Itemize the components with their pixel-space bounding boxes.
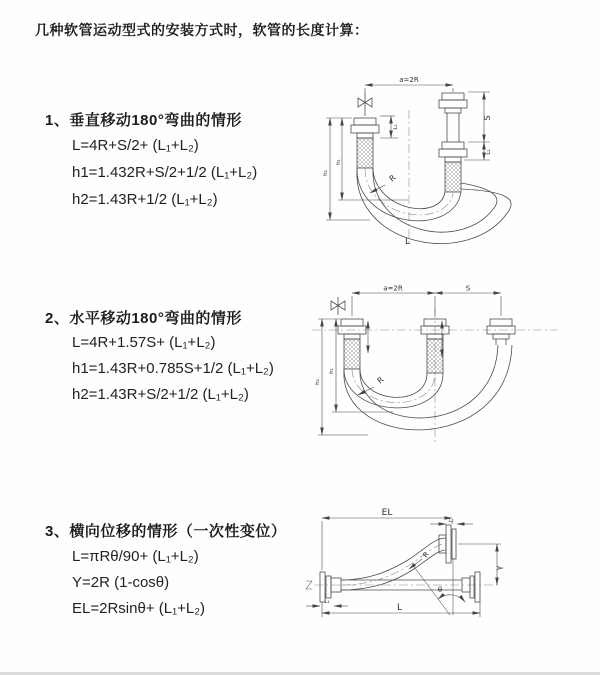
- section2-heading: 2、水平移动180°弯曲的情形: [45, 310, 242, 327]
- valve-symbol: [358, 92, 372, 116]
- section1-heading: 1、垂直移动180°弯曲的情形: [45, 112, 242, 129]
- dimension-lines: [306, 518, 501, 617]
- label-h2: h₂: [323, 170, 329, 176]
- label-h2: h₂: [315, 379, 321, 385]
- right-flange-ghost: [462, 572, 480, 602]
- top-right-flange: [439, 525, 456, 563]
- label-angle-theta: θ: [437, 586, 443, 594]
- centerline-group: [312, 309, 558, 445]
- label-radius: R: [375, 375, 386, 386]
- label-l1: L₁: [393, 124, 399, 130]
- label-l2: L₂: [486, 149, 492, 155]
- valve-symbol: [331, 297, 345, 315]
- section3-heading: 3、横向位移的情形（一次性变位）: [45, 523, 287, 540]
- label-offset-y: Y: [496, 565, 505, 571]
- left-flange: [320, 572, 341, 602]
- centerline-group: [306, 581, 500, 589]
- section1-formula-h1: h1=1.432R+S/2+1/2 (L₁+L₂): [72, 164, 258, 181]
- left-fitting: [351, 118, 379, 168]
- label-travel-s: S: [483, 115, 492, 121]
- label-span-a2r: a=2R: [383, 284, 403, 293]
- label-l1: L₁: [324, 599, 330, 605]
- s-curve-hose: [341, 538, 446, 590]
- dimension-lines: [326, 85, 490, 220]
- right-fitting-displaced: [487, 319, 515, 345]
- section1-formula-L: L=4R+S/2+ (L₁+L₂): [72, 137, 199, 154]
- label-length: L: [405, 237, 411, 247]
- section2-formula-L: L=4R+1.57S+ (L₁+L₂): [72, 334, 216, 351]
- label-el: EL: [381, 508, 393, 518]
- left-fitting: [338, 319, 366, 369]
- diagram-horizontal-bend: [308, 283, 566, 463]
- section3-formula-Y: Y=2R (1-cosθ): [72, 574, 170, 591]
- label-h1: h₁: [329, 368, 335, 374]
- diagram-vertical-bend: [312, 72, 544, 254]
- section2-formula-h1: h1=1.43R+0.785S+1/2 (L₁+L₂): [72, 360, 274, 377]
- section3-formula-EL: EL=2Rsinθ+ (L₁+L₂): [72, 600, 206, 617]
- label-radius: R: [421, 550, 431, 560]
- label-l2: L₂: [448, 517, 454, 524]
- section3-formula-L: L=πRθ/90+ (L₁+L₂): [72, 548, 199, 565]
- page-title: 几种软管运动型式的安装方式时，软管的长度计算：: [35, 22, 369, 38]
- hose-u-loop: [357, 168, 511, 244]
- diagram-lateral-shift: [300, 502, 572, 650]
- right-fitting-lower: [439, 142, 467, 192]
- label-span-a2r: a=2R: [399, 76, 419, 84]
- label-radius: R: [387, 173, 398, 184]
- right-fitting-upper: [439, 93, 467, 142]
- label-length: L: [397, 603, 403, 613]
- section1-formula-h2: h2=1.43R+1/2 (L₁+L₂): [72, 191, 218, 208]
- label-travel-s: S: [465, 284, 471, 293]
- label-h1: h₁: [336, 159, 342, 165]
- section2-formula-h2: h2=1.43R+S/2+1/2 (L₁+L₂): [72, 386, 249, 403]
- centerline-break-mark: [306, 581, 312, 589]
